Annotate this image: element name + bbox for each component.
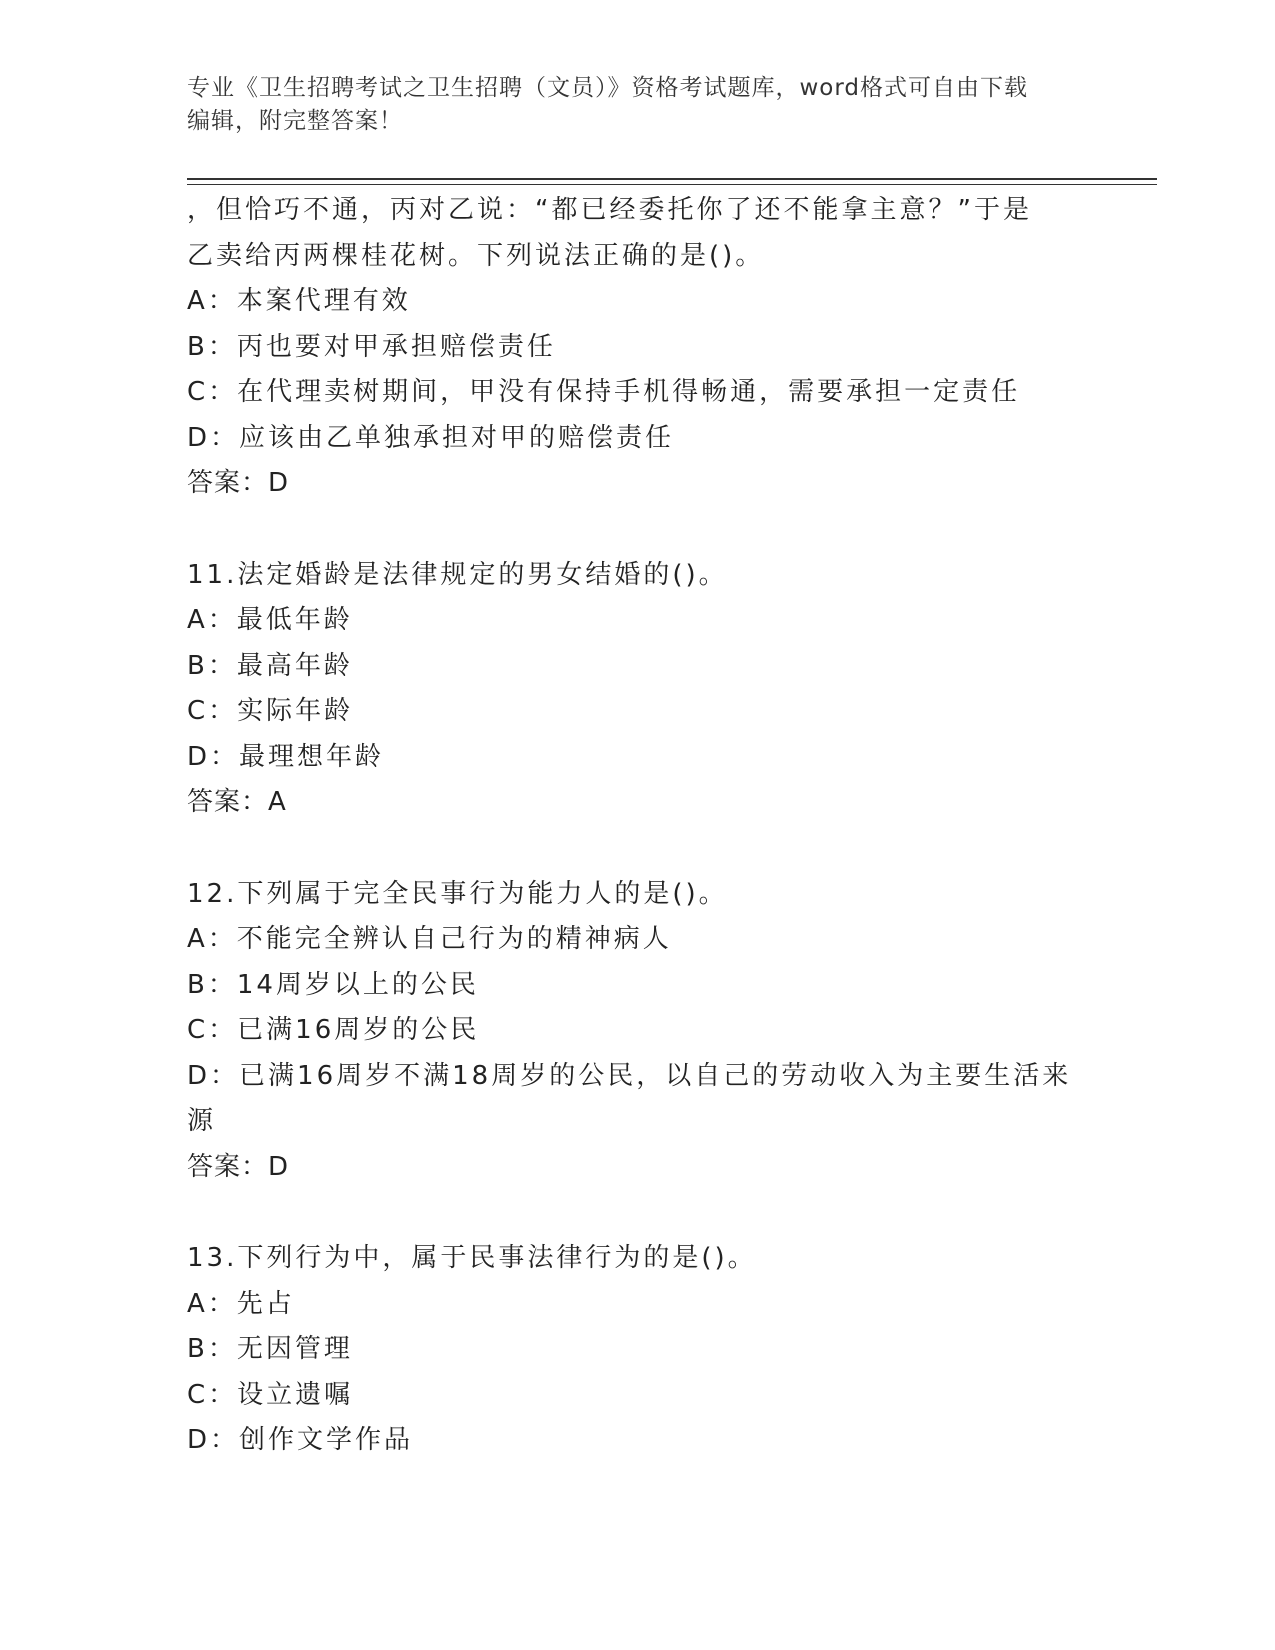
header-line-1: 专业《卫生招聘考试之卫生招聘（文员）》资格考试题库，word格式可自由下载 — [187, 75, 1029, 101]
header-divider-thick — [187, 178, 1157, 180]
question-stem: 11.法定婚龄是法律规定的男女结婚的()。 — [187, 559, 728, 590]
question-spacer — [187, 826, 1087, 872]
question-stem: 13.下列行为中，属于民事法律行为的是()。 — [187, 1243, 757, 1273]
option-d-continuation: 源 — [187, 1106, 217, 1136]
question-12 — [187, 872, 1087, 1191]
option-c: C：在代理卖树期间，甲没有保持手机得畅通，需要承担一定责任 — [187, 377, 1021, 407]
question-stem-line: 乙卖给丙两棵桂花树。下列说法正确的是()。 — [187, 240, 765, 271]
question-list — [187, 188, 1087, 1464]
answer-line: 答案：D — [187, 1151, 290, 1182]
option-d: D：已满16周岁不满18周岁的公民，以自己的劳动收入为主要生活来 — [187, 1060, 1072, 1091]
header-line-2: 编辑，附完整答案！ — [187, 108, 403, 134]
option-b: B：14周岁以上的公民 — [187, 969, 479, 1000]
option-a: A：不能完全辨认自己行为的精神病人 — [187, 924, 672, 954]
option-d: D：最理想年龄 — [187, 741, 385, 772]
question-13 — [187, 1236, 1087, 1464]
answer-line: 答案：D — [187, 468, 290, 498]
option-a: A：最低年龄 — [187, 605, 353, 635]
option-d: D：创作文学作品 — [187, 1425, 414, 1455]
option-b: B：无因管理 — [187, 1334, 353, 1364]
question-stem-line: ，但恰巧不通，丙对乙说：“都已经委托你了还不能拿主意？”于是 — [187, 195, 1032, 225]
option-b: B：最高年龄 — [187, 650, 353, 681]
question-spacer — [187, 507, 1087, 553]
option-c: C：设立遗嘱 — [187, 1379, 354, 1410]
option-d: D：应该由乙单独承担对甲的赔偿责任 — [187, 422, 675, 453]
question-stem: 12.下列属于完全民事行为能力人的是()。 — [187, 878, 728, 909]
option-b: B：丙也要对甲承担赔偿责任 — [187, 331, 556, 362]
header-divider-thin — [187, 184, 1157, 185]
option-a: A：先占 — [187, 1288, 295, 1319]
answer-line: 答案：A — [187, 787, 287, 817]
document-header — [187, 72, 1087, 138]
question-10 — [187, 188, 1087, 507]
question-spacer — [187, 1190, 1087, 1236]
option-a: A：本案代理有效 — [187, 286, 411, 316]
option-c: C：已满16周岁的公民 — [187, 1015, 480, 1045]
option-c: C：实际年龄 — [187, 696, 354, 726]
question-11 — [187, 553, 1087, 826]
